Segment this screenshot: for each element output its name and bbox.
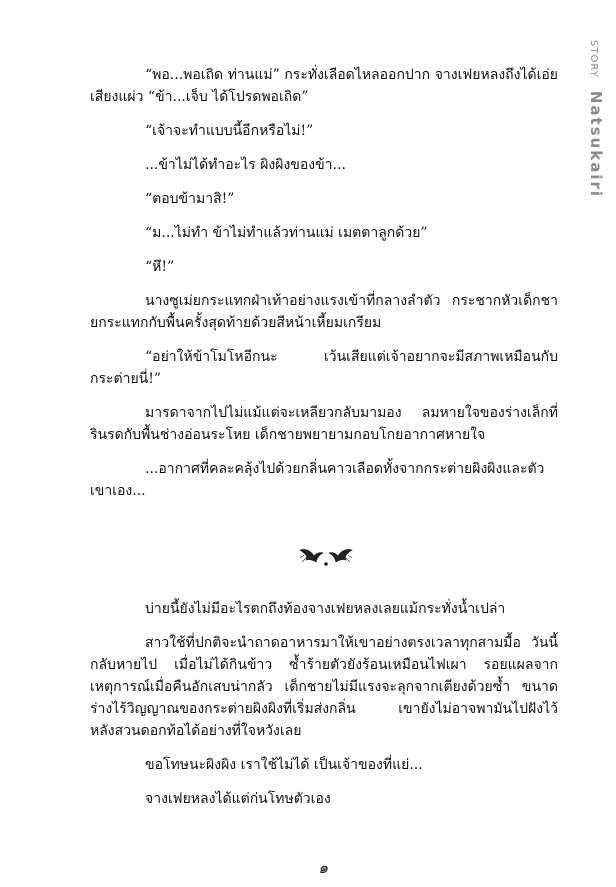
paragraph: “ม...ไม่ทำ ข้าไม่ทำแล้วท่านแม่ เมตตาลูกด้วย” [145,225,428,241]
paragraph: บ่ายนี้ยังไม่มีอะไรตกถึงท้องจางเฟยหลงเลยแม้กระทั่งน้ำเปล่า [145,601,506,617]
running-header-title: Natsukairi [587,90,605,199]
paragraph: ขอโทษนะผิงผิง เราใช้ไม่ได้ เป็นเจ้าของที่แย่... [145,757,423,773]
paragraph: สาวใช้ที่ปกติจะนำถาดอาหารมาให้เขาอย่างตรงเวลาทุกสามมื้อ วันนี้กลับหายไป เมื่อไม่ได้กินข้าว ซ้ำร้ายตัวยังร้อนเหมือนไฟเผา รอยแผลจากเหตุการณ์เมื่อคืนอักเสบน่ากลัว เด็กชายไม่มีแรงจะลุกจากเตียงด้วยซ้ำ ขนาดร่างไร้วิญญาณของกระต่ายผิงผิงที่เริ่มส่งกลิ่น เขายังไม่อาจพามันไปฝังไว้หลังสวนดอกท้อได้อย่างที่ใจหวังเลย [90,635,558,739]
paragraph: นางซูเม่ยกระแทกฝ่าเท้าอย่างแรงเข้าที่กลางลำตัว กระชากหัวเด็กชายกระแทกกับพื้นครั้งสุดท้ายด้วยสีหน้าเหี้ยมเกรียม [90,293,558,331]
paragraph: “เจ้าจะทำแบบนี้อีกหรือไม่!” [145,123,314,139]
paragraph: ...ข้าไม่ได้ทำอะไร ผิงผิงของข้า... [145,157,346,173]
running-header [586,40,610,220]
text-block-1 [90,64,558,502]
twin-birds-ornament-icon [296,544,356,570]
running-header-label: STORY [588,40,599,78]
paragraph: มารดาจากไปไม่แม้แต่จะเหลียวกลับมามอง ลมหายใจของร่างเล็กที่รินรดกับพื้นช่างอ่อนระโหย เด็กชายพยายามกอบโกยอากาศหายใจ [90,405,558,443]
paragraph: “พอ...พอเถิด ท่านแม่” กระทั่งเลือดไหลออกปาก จางเฟยหลงถึงได้เอ่ยเสียงแผ่ว “ข้า...เจ็บ ได้โปรดพอเถิด” [90,67,558,105]
paragraph: “อย่าให้ข้าโมโหอีกนะ เว้นเสียแต่เจ้าอยากจะมีสภาพเหมือนกับกระต่ายนี่!” [90,349,558,387]
paragraph: “ตอบข้ามาสิ!” [145,191,235,207]
ornament-svg [296,544,356,570]
paragraph: “หึ!” [145,259,175,275]
paragraph: ...อากาศที่คละคลุ้งไปด้วยกลิ่นคาวเลือดทั้งจากกระต่ายผิงผิงและตัวเขาเอง... [90,461,545,499]
paragraph: จางเฟยหลงได้แต่ก่นโทษตัวเอง [145,791,331,807]
page-number: ๑ [318,858,329,877]
text-block-2 [90,598,558,810]
